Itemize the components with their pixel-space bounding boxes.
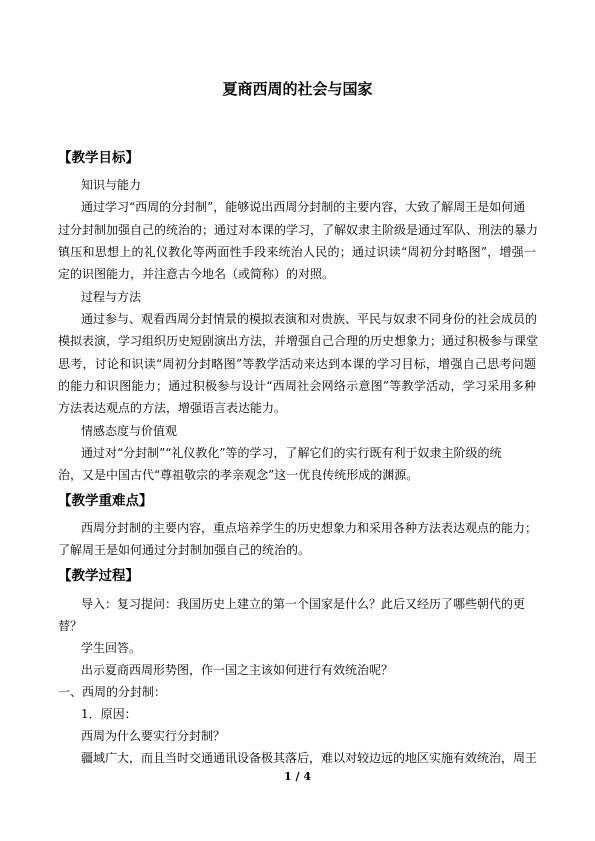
heading-key-points: 【教学重难点】 — [58, 493, 153, 509]
subheading-knowledge: 知识与能力 — [81, 178, 142, 192]
paragraph-line: 西周分封制的主要内容，重点培养学生的历史想象力和采用各种方法表达观点的能力； — [81, 521, 538, 535]
heading-teaching-process: 【教学过程】 — [58, 568, 139, 584]
paragraph-line: 治，又是中国古代“尊祖敬宗的孝亲观念”这一优良传统形成的渊源。 — [58, 468, 419, 482]
paragraph-line: 疆域广大，而且当时交通通讯设备极其落后，难以对较边远的地区实施有效统治，周王 — [81, 751, 538, 765]
paragraph-line: 方法表达观点的方法，增强语言表达能力。 — [58, 401, 287, 415]
paragraph-line: 出示夏商西周形势图，作一国之主该如何进行有效统治呢？ — [81, 663, 394, 677]
page-title: 夏商西周的社会与国家 — [222, 80, 373, 98]
paragraph-line: 替？ — [58, 619, 83, 633]
paragraph-line: 的能力和识图能力；通过积极参与设计“西周社会网络示意图”等教学活动，学习采用多种 — [58, 379, 536, 393]
paragraph-line: 西周为什么要实行分封制？ — [81, 729, 226, 743]
subheading-values: 情感态度与价值观 — [81, 424, 178, 438]
page-number: 1 / 4 — [284, 770, 311, 783]
subsection-reason: 1．原因： — [81, 707, 137, 721]
paragraph-line: 了解周王是如何通过分封制加强自己的统治的。 — [58, 543, 311, 557]
paragraph-line: 思考，讨论和识读“周初分封略图”等教学活动来达到本课的学习目标，增强自己思考问题 — [58, 357, 536, 371]
paragraph-line: 镇压和思想上的礼仪教化等两面性手段来统治人民的；通过识读“周初分封略图”，增强一 — [58, 245, 536, 259]
paragraph-line: 通过参与、观看西周分封情景的模拟表演和对贵族、平民与奴隶不同身份的社会成员的 — [81, 312, 538, 326]
paragraph-line: 通过对“分封制”“礼仪教化”等的学习，了解它们的实行既有利于奴隶主阶级的统 — [81, 446, 502, 460]
paragraph-line: 导入：复习提问：我国历史上建立的第一个国家是什么？此后又经历了哪些朝代的更 — [81, 597, 526, 611]
paragraph-line: 模拟表演，学习组织历史短剧演出方法，并增强自己合理的历史想象力；通过积极参与课堂 — [58, 334, 539, 348]
paragraph-line: 通过学习“西周的分封制”，能够说出西周分封制的主要内容，大致了解周王是如何通 — [81, 200, 526, 214]
subheading-process-method: 过程与方法 — [81, 290, 142, 304]
paragraph-line: 定的识图能力，并注意古今地名（或简称）的对照。 — [58, 267, 335, 281]
paragraph-line: 学生回答。 — [81, 641, 142, 655]
paragraph-line: 过分封制加强自己的统治的；通过对本课的学习，了解奴隶主阶级是通过军队、刑法的暴力 — [58, 223, 539, 237]
heading-teaching-goals: 【教学目标】 — [58, 150, 139, 166]
section-heading-fengjian: 一、西周的分封制： — [58, 685, 167, 699]
